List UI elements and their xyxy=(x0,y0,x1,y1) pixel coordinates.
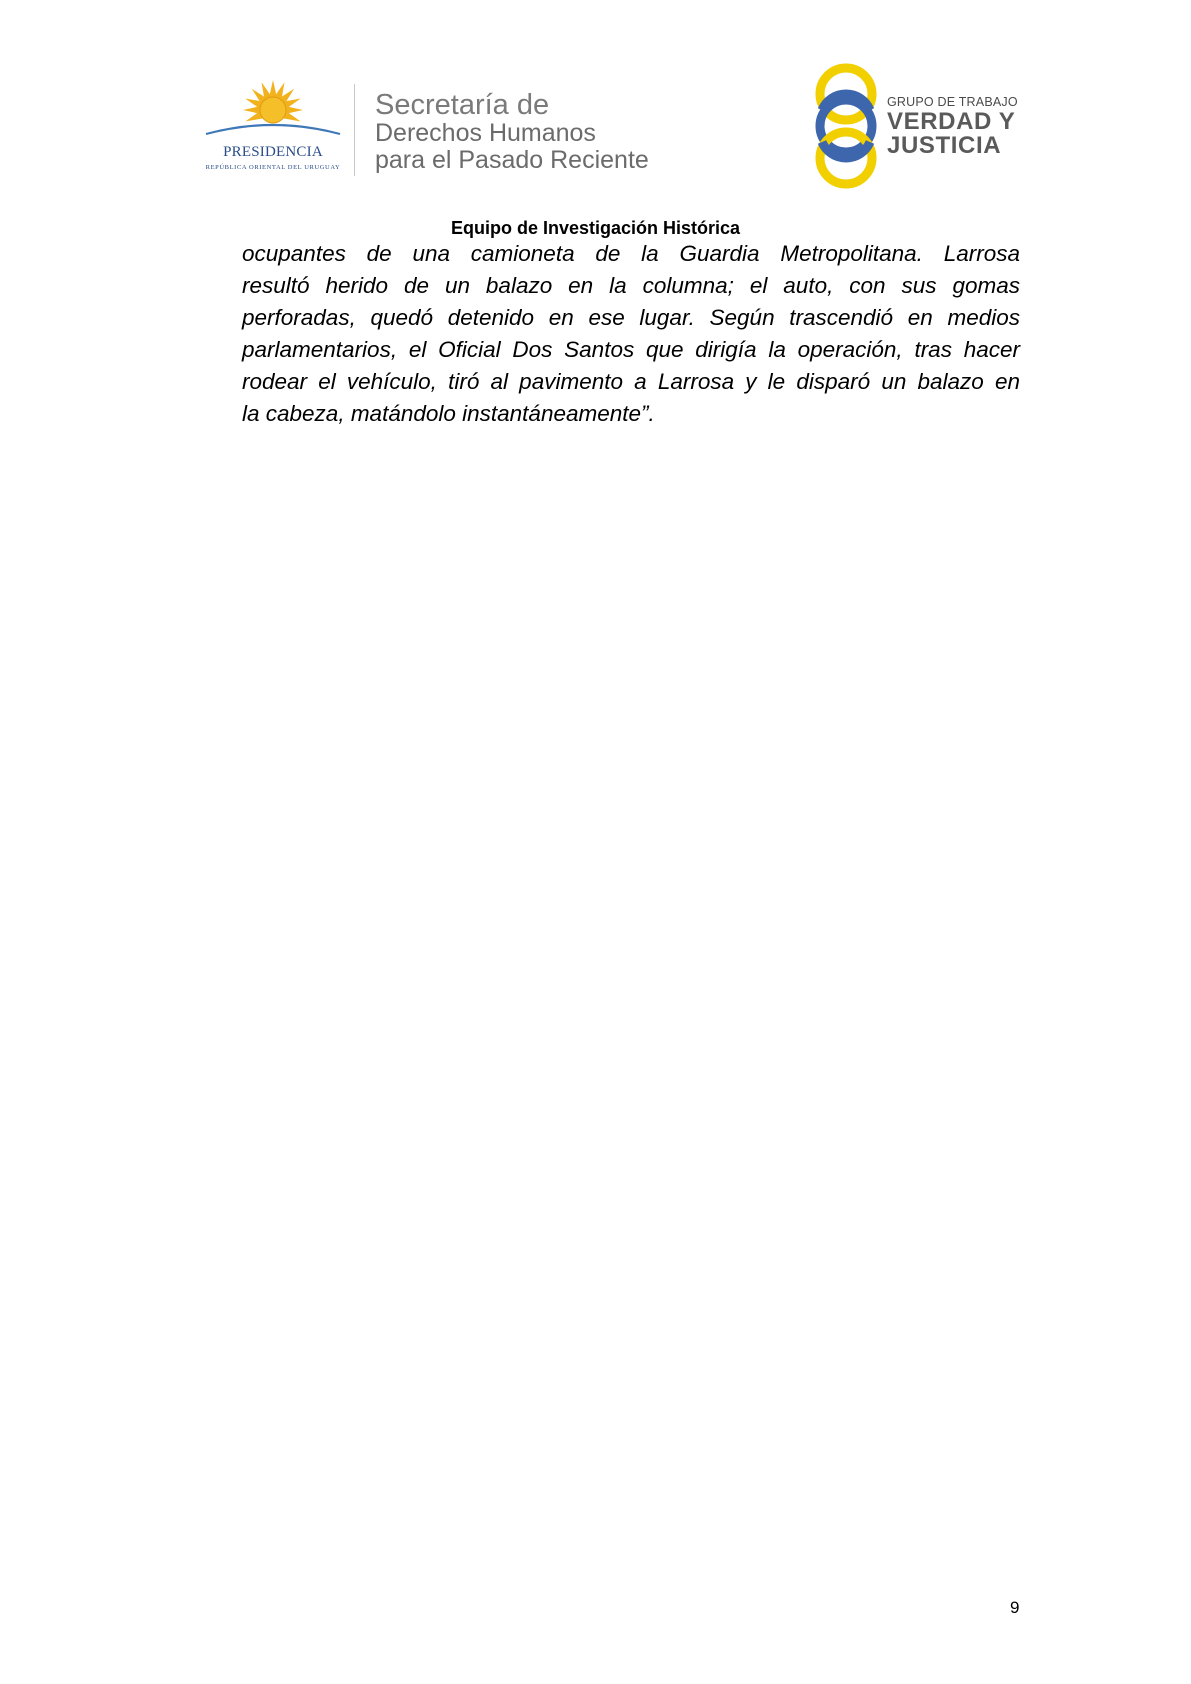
secretaria-logo-text xyxy=(375,90,649,174)
paragraph-line: la cabeza, matándolo instantáneamente”. xyxy=(242,401,655,426)
presidencia-subtitle: REPÚBLICA ORIENTAL DEL URUGUAY xyxy=(205,164,341,171)
sun-emblem-icon xyxy=(198,78,348,148)
page-header xyxy=(0,0,1191,200)
header-divider xyxy=(354,84,355,176)
grupo-verdad-label: VERDAD Y xyxy=(887,108,1016,135)
paragraph-line: perforadas, quedó detenido en ese lugar. Según trascendió en medios xyxy=(242,305,1020,330)
paragraph-line: resultó herido de un balazo en la columna; el auto, con sus gomas xyxy=(242,273,1020,298)
body-paragraph xyxy=(242,238,1020,430)
linked-rings-icon xyxy=(810,62,890,190)
paragraph-line: ocupantes de una camioneta de la Guardia Metropolitana. Larrosa xyxy=(242,241,1020,266)
team-title: Equipo de Investigación Histórica xyxy=(450,218,741,238)
grupo-justicia-label: JUSTICIA xyxy=(887,132,1002,159)
page-number: 9 xyxy=(1010,1598,1020,1617)
presidencia-logo xyxy=(198,78,348,178)
paragraph-line: rodear el vehículo, tiró al pavimento a Larrosa y le disparó un balazo en xyxy=(242,369,1020,394)
presidencia-name: PRESIDENCIA xyxy=(223,144,323,160)
paragraph-line: parlamentarios, el Oficial Dos Santos que dirigía la operación, tras hacer xyxy=(242,337,1020,362)
grupo-small-label: GRUPO DE TRABAJO xyxy=(887,95,1018,109)
secretaria-line-3: para el Pasado Reciente xyxy=(375,146,649,174)
secretaria-line-2: Derechos Humanos xyxy=(375,119,596,147)
grupo-trabajo-logo xyxy=(810,62,1030,190)
secretaria-line-1: Secretaría de xyxy=(375,89,550,121)
